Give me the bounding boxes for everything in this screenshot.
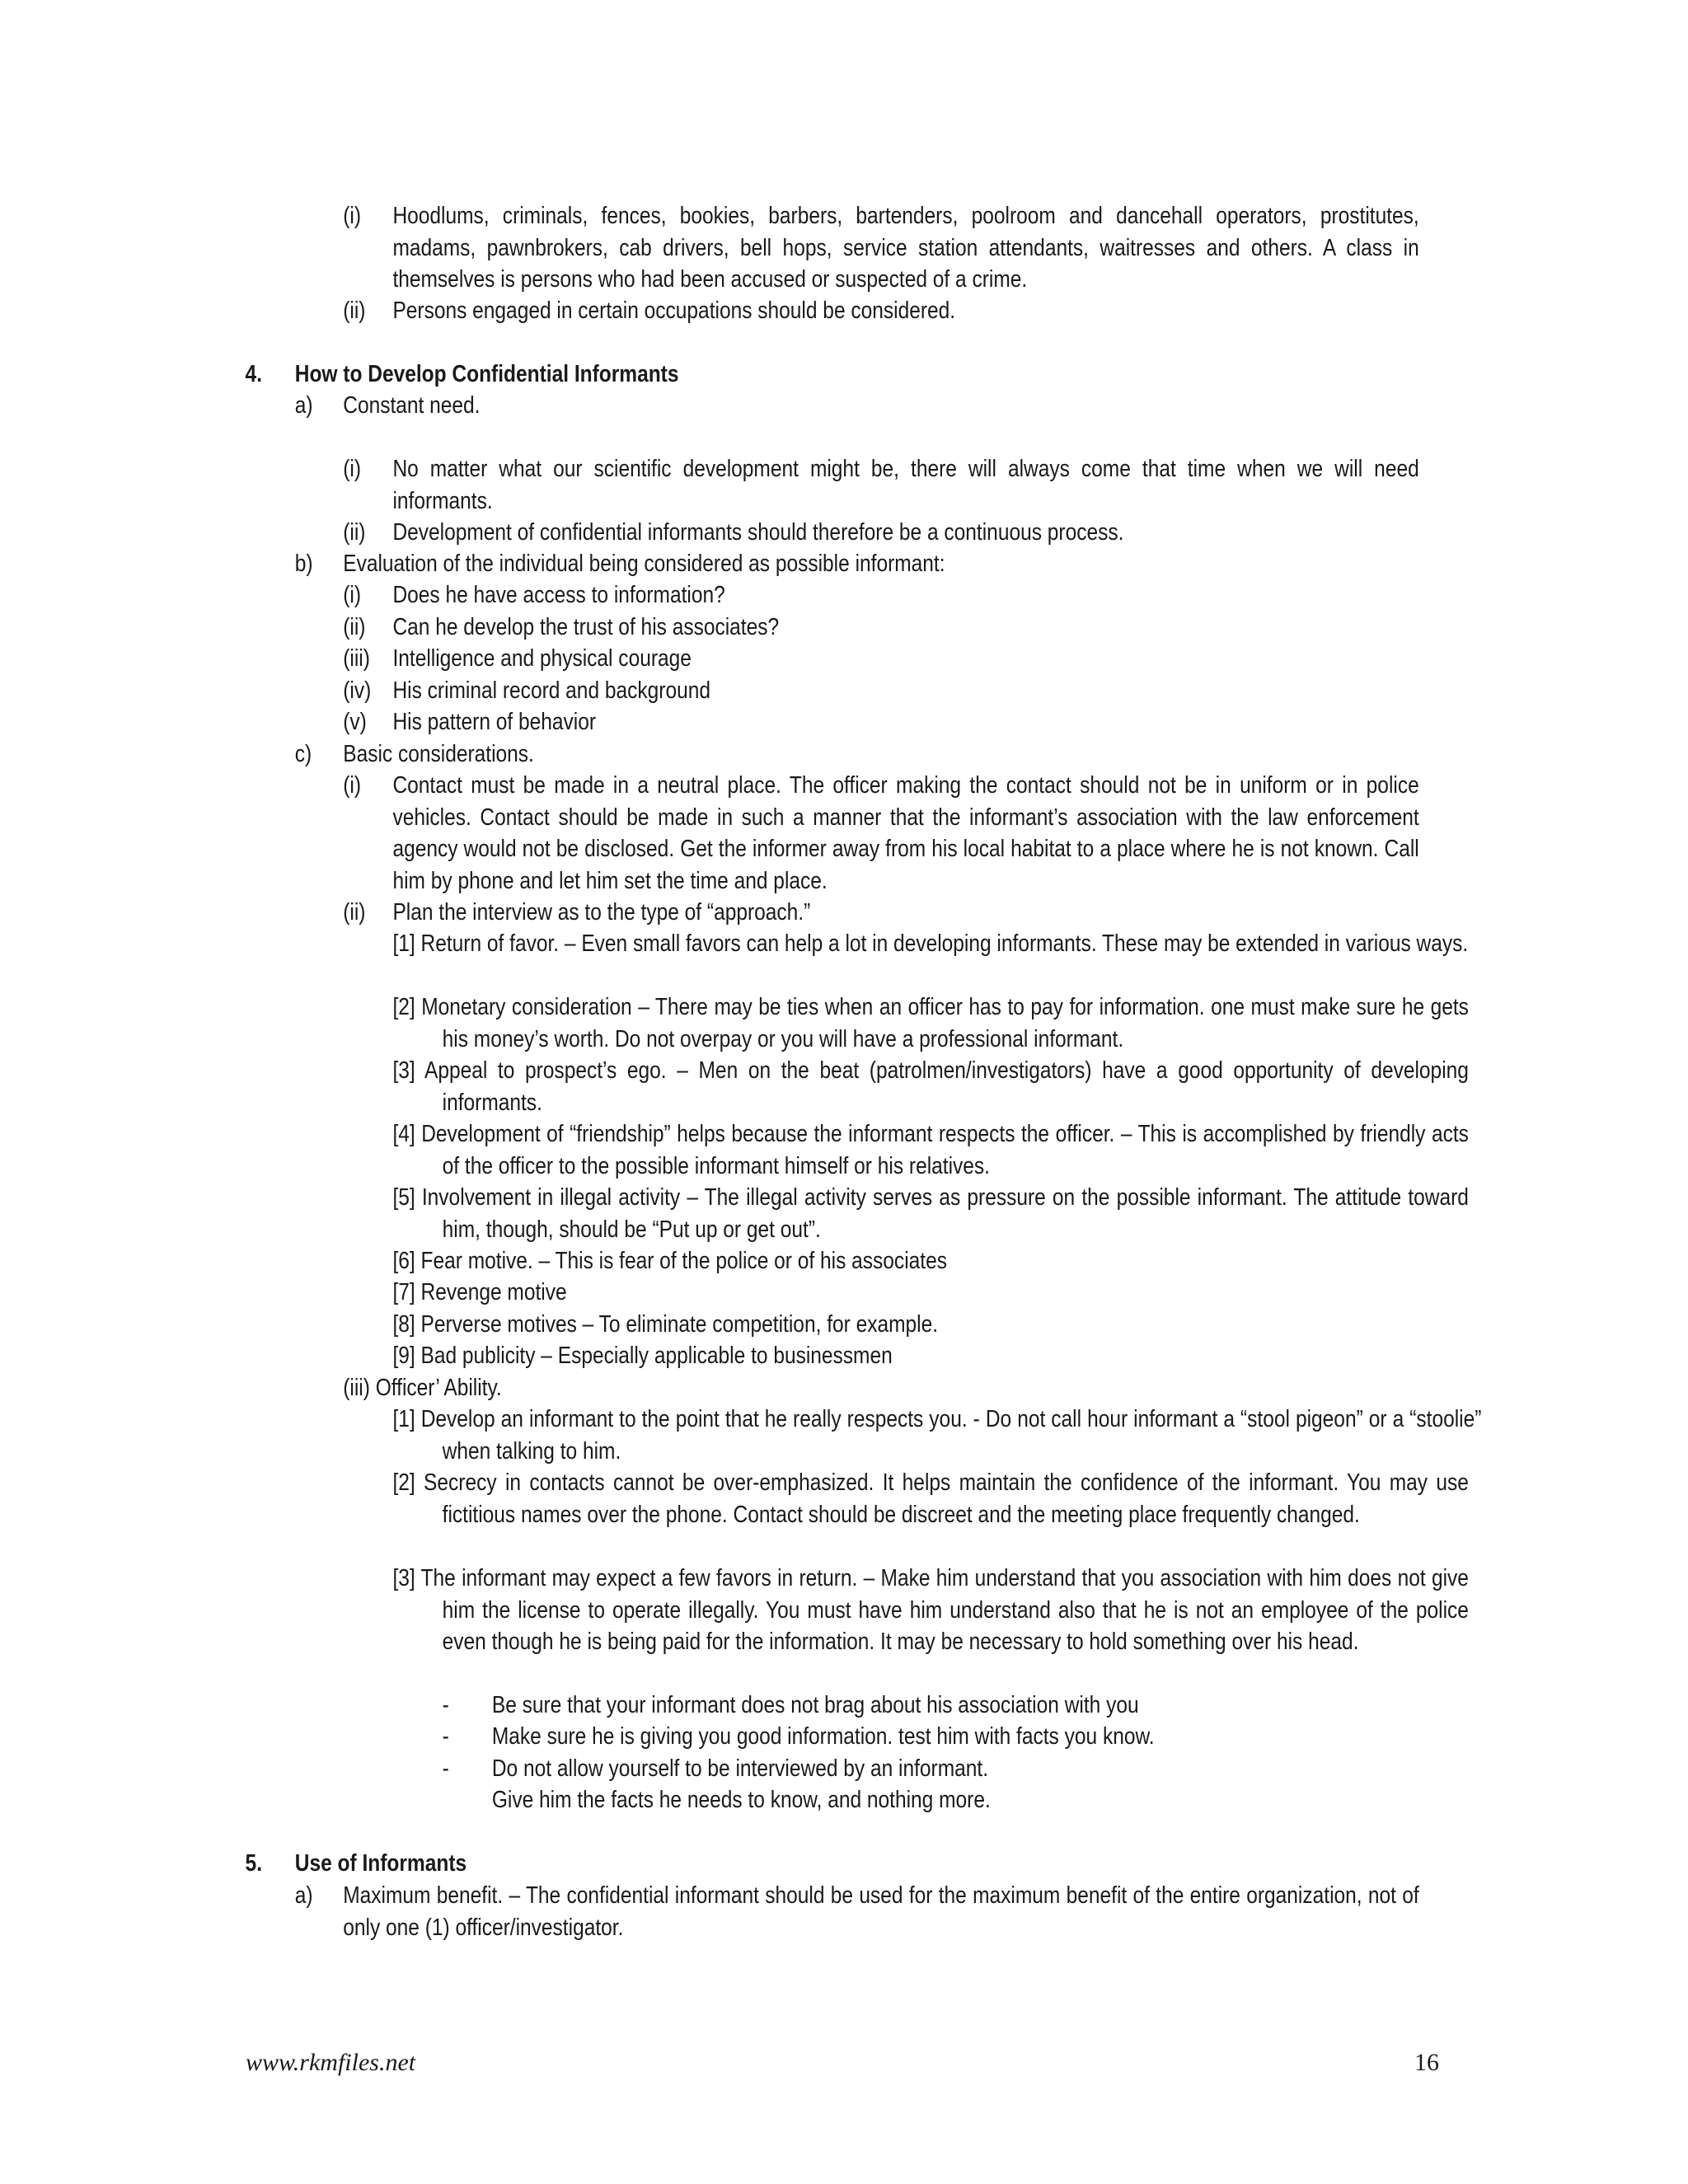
list-text: Involvement in illegal activity – The illegal activity serves as pressure on the possible informant. The attitude toward him, though, should be “Put up or get out”. [421, 1184, 1469, 1243]
list-label: b) [294, 551, 313, 577]
list-item [343, 1372, 1418, 1404]
list-text: Does he have access to information? [392, 582, 725, 608]
dash-item [443, 1753, 1419, 1785]
list-label: [1] [392, 930, 415, 957]
list-text: Maximum benefit. – The confidential informant should be used for the maximum benefit of the entire organization, not of only one (1) officer/investigator. [343, 1882, 1419, 1941]
list-label: (i) [343, 582, 362, 608]
dash-text: Make sure he is giving you good information. test him with facts you know. [491, 1723, 1155, 1750]
list-item [343, 675, 1418, 707]
list-text: His criminal record and background [392, 677, 710, 704]
section-number: 5. [245, 1850, 263, 1877]
list-text: Contact must be made in a neutral place. The officer making the contact should not be in uniform or in police vehicles. Contact should be made in such a manner that the informant’s association with the law enforcement agency would not be disclosed. Get the informer away from his local habitat to a place where he is not known. Call him by phone and let him set the time and place. [392, 772, 1419, 894]
page-number: 16 [1414, 2049, 1439, 2076]
list-label: [9] [392, 1343, 415, 1369]
dash-item [443, 1721, 1419, 1753]
list-label: (iv) [343, 677, 372, 704]
list-text: Officer’ Ability. [375, 1375, 502, 1401]
dash-text: Be sure that your informant does not brag about his association with you [491, 1692, 1139, 1718]
closing-line [492, 1784, 1419, 1816]
list-item [343, 612, 1418, 644]
section-title: How to Develop Confidential Informants [294, 361, 679, 387]
list-item [295, 738, 1419, 771]
list-label: [5] [392, 1184, 415, 1211]
list-text: Return of favor. – Even small favors can help a lot in developing informants. These may be extended in various ways. [420, 930, 1469, 957]
list-item [343, 643, 1418, 675]
section-heading [246, 359, 1419, 391]
list-item [392, 1309, 1418, 1341]
list-label: (iii) [343, 645, 370, 672]
section-heading [246, 1848, 1419, 1880]
list-label: [3] [392, 1565, 415, 1591]
list-label: (i) [343, 456, 362, 482]
list-item [343, 770, 1418, 897]
list-item [343, 706, 1418, 738]
list-text: His pattern of behavior [392, 709, 597, 735]
list-item [392, 991, 1468, 1055]
list-text: Perverse motives – To eliminate competition, for example. [420, 1311, 939, 1338]
list-text: Bad publicity – Especially applicable to businessmen [420, 1343, 893, 1369]
list-text: Intelligence and physical courage [392, 645, 692, 672]
list-label: c) [294, 741, 312, 767]
list-item [392, 1277, 1418, 1309]
list-text: Development of “friendship” helps because the informant respects the officer. – This is accomplished by friendly acts of the officer to the possible informant himself or his relatives. [421, 1121, 1469, 1179]
list-text: Appeal to prospect’s ego. – Men on the beat (patrolmen/investigators) have a good opportunity of developing informants. [424, 1057, 1469, 1116]
list-label: a) [294, 392, 313, 419]
list-text: The informant may expect a few favors in return. – Make him understand that you association with him does not give him the license to operate illegally. You must have him understand also that he is not an employee of the police even though he is being paid for the information. It may be necessary to hold something over his head. [420, 1565, 1469, 1655]
list-text: Develop an informant to the point that he really respects you. - Do not call hour informant a “stool pigeon” or a “stoolie” when talking to him. [420, 1406, 1482, 1465]
list-item [392, 1055, 1468, 1118]
list-text: Can he develop the trust of his associates? [392, 614, 780, 640]
list-label: (i) [343, 203, 362, 229]
list-label: (v) [343, 709, 367, 735]
list-text: No matter what our scientific development might be, there will always come that time when we will need informants. [392, 456, 1419, 514]
list-text: Monetary consideration – There may be ties when an officer has to pay for information. one must make sure he gets his money’s worth. Do not overpay or you will have a professional informant. [421, 994, 1469, 1052]
list-label: [2] [392, 1469, 415, 1496]
section-number: 4. [245, 361, 263, 387]
footer-website: www.rkmfiles.net [246, 2049, 416, 2076]
list-item [392, 1467, 1468, 1530]
list-label: (ii) [343, 614, 366, 640]
closing-text: Give him the facts he needs to know, and nothing more. [491, 1787, 991, 1813]
list-item [295, 548, 1419, 580]
list-text: Development of confidential informants should therefore be a continuous process. [392, 519, 1124, 546]
list-item [343, 579, 1418, 612]
list-text: Constant need. [343, 392, 481, 419]
list-item [392, 928, 1468, 960]
list-label: (ii) [343, 519, 366, 546]
list-label: (iii) [343, 1375, 370, 1401]
list-label: (ii) [343, 298, 366, 324]
list-item [343, 897, 1418, 929]
list-item [392, 1118, 1468, 1182]
list-label: [8] [392, 1311, 415, 1338]
list-label: [7] [392, 1279, 415, 1305]
list-label: (ii) [343, 899, 366, 926]
list-item [343, 517, 1418, 549]
list-text: Revenge motive [420, 1279, 567, 1305]
list-item [343, 200, 1418, 296]
list-item [380, 1404, 1481, 1467]
list-text: Hoodlums, criminals, fences, bookies, barbers, bartenders, poolroom and dancehall operators, prostitutes, madams, pawnbrokers, cab drivers, bell hops, service station attendants, waitresses and others. A class in themselves is persons who had been accused or suspected of a crime. [392, 203, 1419, 293]
list-label: [3] [392, 1057, 415, 1084]
list-item [392, 1245, 1418, 1277]
list-item [392, 1340, 1418, 1372]
list-label: [6] [392, 1248, 415, 1274]
list-text: Fear motive. – This is fear of the police or of his associates [420, 1248, 947, 1274]
dash-marker: - [442, 1755, 449, 1782]
section-title: Use of Informants [294, 1850, 467, 1877]
list-item [295, 1880, 1419, 1943]
dash-marker: - [442, 1692, 449, 1718]
list-text: Secrecy in contacts cannot be over-emphasized. It helps maintain the confidence of the informant. You may use fictitious names over the phone. Contact should be discreet and the meeting place frequently changed. [424, 1469, 1469, 1528]
list-label: [4] [392, 1121, 415, 1147]
list-text: Persons engaged in certain occupations should be considered. [392, 298, 956, 324]
list-label: a) [294, 1882, 313, 1909]
list-label: [2] [392, 994, 415, 1020]
dash-item [443, 1690, 1419, 1722]
list-text: Plan the interview as to the type of “approach.” [392, 899, 811, 926]
dash-text: Do not allow yourself to be interviewed by an informant. [491, 1755, 989, 1782]
list-label: [1] [392, 1406, 415, 1432]
list-text: Evaluation of the individual being considered as possible informant: [343, 551, 945, 577]
list-item [392, 1182, 1468, 1245]
list-item [343, 295, 1418, 327]
list-item [343, 453, 1418, 517]
list-text: Basic considerations. [343, 741, 534, 767]
dash-marker: - [442, 1723, 449, 1750]
list-item [392, 1563, 1468, 1658]
list-item [295, 390, 1419, 422]
list-label: (i) [343, 772, 362, 799]
